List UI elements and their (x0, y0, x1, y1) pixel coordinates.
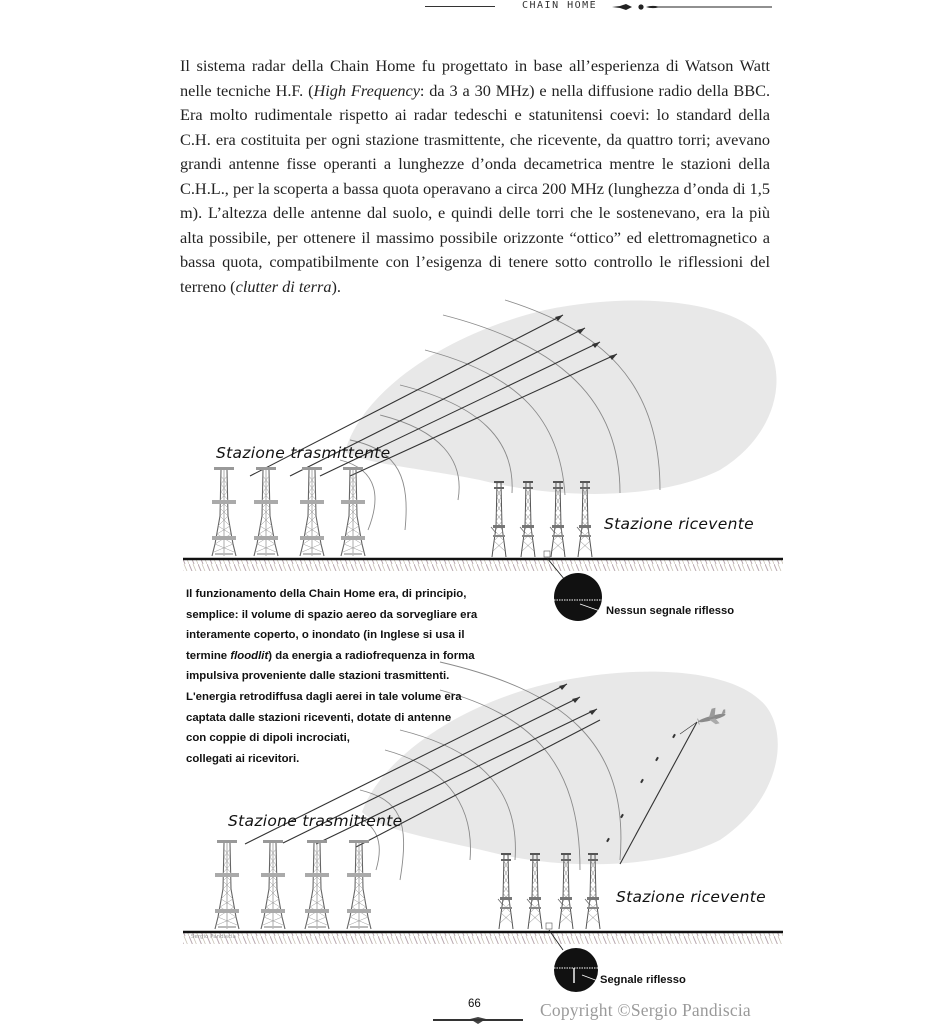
italic-term-high-frequency: High Frequency (313, 80, 420, 100)
scope-echo-icon (554, 948, 598, 992)
top-scope-label: Nessun segnale riflesso (606, 605, 735, 617)
scope-no-signal-icon (554, 573, 602, 621)
bottom-receiver-label: Stazione ricevente (616, 888, 766, 906)
bottom-transmitter-label: Stazione trasmittente (228, 812, 403, 830)
explanation-block: Il funzionamento della Chain Home era, di principio, semplice: il volume di spazio aereo da sorvegliare era interamente coperto, o inondato (in Inglese si usa il termine floodlit) da energia a radiofrequenza in forma impulsiva proveniente dalle stazioni trasmittenti. L'energia retrodiffusa dagli aerei in tale volume era captata dalle stazioni riceventi, dotate di antenne con coppie di dipoli incrociati, collegati ai ricevitori. (186, 588, 478, 765)
italic-term-clutter: clutter di terra (235, 276, 332, 296)
diagram-watermark: Sergio Pandiscia (191, 934, 236, 940)
top-receiver-label: Stazione ricevente (604, 515, 754, 533)
top-transmitter-label: Stazione trasmittente (216, 444, 391, 462)
paragraph: Il sistema radar della Chain Home fu progettato in base all’esperienza di Watson Watt nelle tecniche H.F. (High Frequency: da 3 a 30 MHz) e nella diffusione radio della BBC. Era molto rudimentale rispetto ai radar tedeschi e statunitensi coevi: lo standard della C.H. era costituita per ogni stazione trasmittente, che ricevente, da quattro torri; avevano grandi antenne fisse operanti a lunghezze d’onda decametrica mentre le stazioni della C.H.L., per la scoperta a bassa quota operavano a circa 200 MHz (lunghezza d’onda di 1,5 m). L’altezza delle antenne dal suolo, e quindi delle torri che le sostenevano, era la più alta possibile, per ottenere il massimo possibile orizzonte “ottico” ed elettromagnetico a bassa quota, compatibilmente con l’esigenza di tenere sotto controllo le riflessioni del terreno (clutter di terra). (180, 56, 771, 296)
page-number: 66 (468, 998, 481, 1010)
bottom-scope-label: Segnale riflesso (600, 974, 686, 986)
copyright-notice: Copyright ©Sergio Pandiscia (540, 1000, 751, 1020)
italic-term-floodlit: floodlit (230, 649, 269, 662)
footer-rule (433, 1019, 523, 1021)
running-title: CHAIN HOME (522, 0, 598, 11)
